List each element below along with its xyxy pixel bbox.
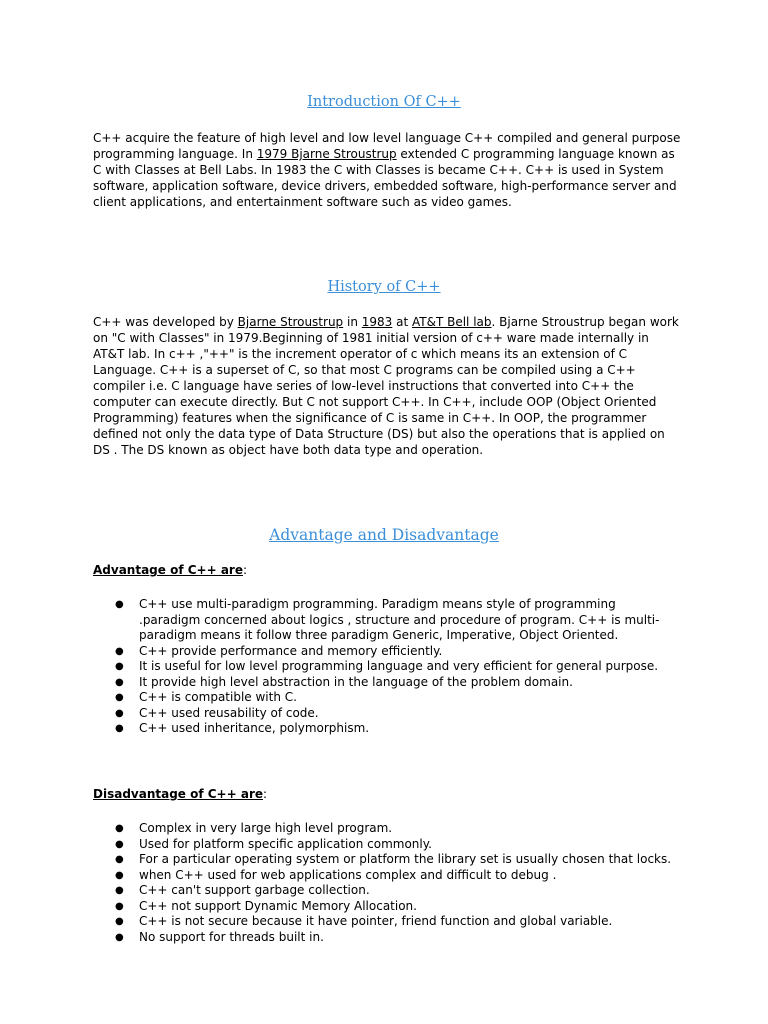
history-text-1: C++ was developed by xyxy=(93,315,238,329)
list-item xyxy=(0,837,679,853)
list-item xyxy=(0,821,679,837)
bullet-icon: ● xyxy=(115,900,124,912)
list-item-text: For a particular operating system or platform the library set is usually chosen that locks. xyxy=(139,852,672,866)
advantages-label-text: Advantage of C++ are xyxy=(93,563,243,577)
disadvantages-label xyxy=(93,787,267,801)
list-item xyxy=(0,899,679,915)
bullet-icon: ● xyxy=(115,645,124,657)
disadvantages-label-text: Disadvantage of C++ are xyxy=(93,787,263,801)
bullet-icon: ● xyxy=(115,692,124,703)
list-item-text: C++ can't support garbage collection. xyxy=(139,883,370,897)
list-item xyxy=(0,675,679,691)
bullet-icon: ● xyxy=(115,661,124,672)
bullet-icon: ● xyxy=(115,707,124,719)
disadvantages-list xyxy=(0,821,679,945)
intro-text-2: extended C programming language known as C with Classes at Bell Labs. In 1983 the C with Classes is became C++. C++ is used in System software, application software, device drivers, embedded software, high-performance server and client applications, and entertainment software such as video games. xyxy=(93,147,677,209)
bullet-icon: ● xyxy=(115,723,124,734)
advantage-disadvantage-heading: Advantage and Disadvantage xyxy=(269,526,499,544)
bullet-icon: ● xyxy=(115,854,124,865)
list-item-text: C++ is compatible with C. xyxy=(139,690,297,704)
list-item-text: C++ used reusability of code. xyxy=(139,705,319,720)
bullet-icon: ● xyxy=(115,599,124,610)
history-heading: History of C++ xyxy=(327,279,441,295)
list-item-text: C++ used inheritance, polymorphism. xyxy=(139,721,370,735)
advantages-list xyxy=(0,597,679,737)
history-text-3: at xyxy=(392,315,412,329)
list-item xyxy=(0,883,679,899)
list-item xyxy=(0,706,679,722)
advantages-label xyxy=(93,563,247,577)
list-item-text: No support for threads built in. xyxy=(139,929,324,944)
list-item xyxy=(0,721,679,737)
intro-link-stroustrup[interactable]: 1979 Bjarne Stroustrup xyxy=(256,147,397,161)
list-item xyxy=(0,659,679,675)
list-item-text: It is useful for low level programming language and very efficient for general purpose. xyxy=(139,659,659,673)
bullet-icon: ● xyxy=(115,916,124,927)
list-item xyxy=(0,690,679,706)
list-item-text: C++ provide performance and memory efficiently. xyxy=(139,643,443,658)
history-link-stroustrup[interactable]: Bjarne Stroustrup xyxy=(237,315,344,329)
list-item-text: It provide high level abstraction in the language of the problem domain. xyxy=(139,674,573,689)
bullet-icon: ● xyxy=(115,838,124,850)
list-item-text: C++ is not secure because it have pointer, friend function and global variable. xyxy=(139,914,613,928)
list-item xyxy=(0,868,679,884)
bullet-icon: ● xyxy=(115,869,124,881)
list-item-text: C++ use multi-paradigm programming. Paradigm means style of programming .paradigm concerned about logics , structure and procedure of program. C++ is multi-paradigm means it follow three paradigm Generic, Imperative, Object Oriented. xyxy=(139,597,660,642)
history-text-4: . Bjarne Stroustrup began work on "C with Classes" in 1979.Beginning of 1981 initial version of c++ ware made internally in AT&T lab. In c++ ,"++" is the increment operator of c which means its an extension of C Language. C++ is a superset of C, so that most C programs can be compiled using a C++ compiler i.e. C language have series of low-level instructions that converted into C++ the computer can execute directly. But C not support C++. In C++, include OOP (Object Oriented Programming) features when the significance of C is same in C++. In OOP, the programmer defined not only the data type of Data Structure (DS) but also the operations that is applied on DS . The DS known as object have both data type and operation. xyxy=(93,315,679,457)
history-text-2: in xyxy=(343,315,362,329)
list-item-text: Complex in very large high level program. xyxy=(139,821,393,835)
history-paragraph xyxy=(93,314,683,458)
list-item xyxy=(0,597,679,644)
bullet-icon: ● xyxy=(115,885,124,896)
list-item xyxy=(0,930,679,946)
list-item xyxy=(0,914,679,930)
intro-heading: Introduction Of C++ xyxy=(307,94,461,110)
history-link-1983[interactable]: 1983 xyxy=(361,315,393,329)
intro-paragraph xyxy=(93,130,683,210)
list-item-text: Used for platform specific application commonly. xyxy=(139,836,432,851)
bullet-icon: ● xyxy=(115,823,124,834)
list-item-text: when C++ used for web applications complex and difficult to debug . xyxy=(139,867,557,882)
list-item xyxy=(0,644,679,660)
list-item-text: C++ not support Dynamic Memory Allocation. xyxy=(139,898,417,913)
advantages-label-colon: : xyxy=(242,563,248,577)
list-item xyxy=(0,852,679,868)
bullet-icon: ● xyxy=(115,676,124,688)
intro-text-1: C++ acquire the feature of high level and low level language C++ compiled and general purpose programming language. In xyxy=(93,131,681,161)
disadvantages-label-colon: : xyxy=(263,787,268,801)
bullet-icon: ● xyxy=(115,931,124,943)
history-link-att-bell-lab[interactable]: AT&T Bell lab xyxy=(411,315,492,329)
